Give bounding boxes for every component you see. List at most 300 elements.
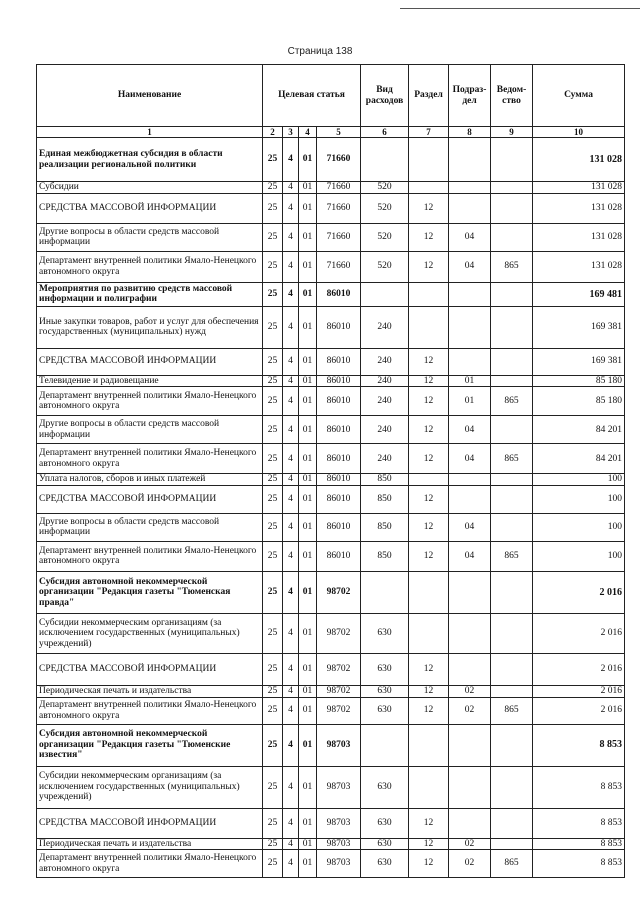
expense-kind-cell: 630 <box>361 766 409 808</box>
target-code-cell: 25 <box>263 387 283 416</box>
column-number: 6 <box>361 127 409 138</box>
sum-cell: 2 016 <box>533 697 625 724</box>
sum-cell: 2 016 <box>533 613 625 653</box>
column-number: 9 <box>491 127 533 138</box>
target-code-cell: 4 <box>283 387 299 416</box>
target-code-cell: 86010 <box>317 474 361 486</box>
target-code-cell: 01 <box>299 838 317 850</box>
target-code-cell: 01 <box>299 571 317 613</box>
sum-cell: 169 481 <box>533 282 625 306</box>
target-code-cell: 71660 <box>317 223 361 251</box>
target-code-cell: 25 <box>263 474 283 486</box>
section-cell: 12 <box>409 685 449 697</box>
target-code-cell: 4 <box>283 223 299 251</box>
target-code-cell: 01 <box>299 138 317 182</box>
expense-kind-cell: 630 <box>361 850 409 878</box>
expense-kind-cell: 520 <box>361 193 409 223</box>
target-code-cell: 25 <box>263 416 283 444</box>
department-cell <box>491 808 533 838</box>
header-section: Раздел <box>409 65 449 127</box>
target-code-cell: 01 <box>299 724 317 766</box>
subsection-cell: 02 <box>449 850 491 878</box>
row-name-cell: Периодическая печать и издательства <box>37 838 263 850</box>
department-cell <box>491 282 533 306</box>
target-code-cell: 25 <box>263 223 283 251</box>
column-number-row <box>37 127 625 138</box>
sum-cell: 2 016 <box>533 685 625 697</box>
column-number: 8 <box>449 127 491 138</box>
subsection-cell: 04 <box>449 513 491 541</box>
department-cell: 865 <box>491 850 533 878</box>
target-code-cell: 4 <box>283 513 299 541</box>
department-cell <box>491 613 533 653</box>
target-code-cell: 4 <box>283 348 299 375</box>
budget-table <box>36 64 625 878</box>
department-cell: 865 <box>491 697 533 724</box>
expense-kind-cell: 850 <box>361 474 409 486</box>
section-cell <box>409 613 449 653</box>
table-row <box>37 348 625 375</box>
department-cell: 865 <box>491 444 533 474</box>
subsection-cell: 02 <box>449 838 491 850</box>
table-row <box>37 375 625 387</box>
section-cell <box>409 282 449 306</box>
header-target-article: Целевая статья <box>263 65 361 127</box>
target-code-cell: 86010 <box>317 513 361 541</box>
target-code-cell: 4 <box>283 416 299 444</box>
target-code-cell: 25 <box>263 375 283 387</box>
target-code-cell: 01 <box>299 485 317 513</box>
row-name-cell: Департамент внутренней политики Ямало-Ненецкого автономного округа <box>37 697 263 724</box>
page-number-label: Страница 138 <box>287 46 353 57</box>
row-name-cell: Иные закупки товаров, работ и услуг для обеспечения государственных (муниципальных) нужд <box>37 306 263 348</box>
department-cell <box>491 193 533 223</box>
target-code-cell: 98703 <box>317 838 361 850</box>
target-code-cell: 01 <box>299 766 317 808</box>
subsection-cell <box>449 474 491 486</box>
target-code-cell: 01 <box>299 613 317 653</box>
target-code-cell: 4 <box>283 138 299 182</box>
target-code-cell: 86010 <box>317 282 361 306</box>
sum-cell: 131 028 <box>533 193 625 223</box>
target-code-cell: 01 <box>299 223 317 251</box>
row-name-cell: Уплата налогов, сборов и иных платежей <box>37 474 263 486</box>
row-name-cell: СРЕДСТВА МАССОВОЙ ИНФОРМАЦИИ <box>37 193 263 223</box>
subsection-cell <box>449 138 491 182</box>
section-cell <box>409 182 449 194</box>
department-cell <box>491 348 533 375</box>
target-code-cell: 86010 <box>317 416 361 444</box>
target-code-cell: 25 <box>263 613 283 653</box>
sum-cell: 85 180 <box>533 387 625 416</box>
target-code-cell: 25 <box>263 850 283 878</box>
target-code-cell: 98702 <box>317 697 361 724</box>
department-cell <box>491 685 533 697</box>
target-code-cell: 25 <box>263 485 283 513</box>
table-row <box>37 697 625 724</box>
target-code-cell: 01 <box>299 513 317 541</box>
target-code-cell: 25 <box>263 808 283 838</box>
row-name-cell: Департамент внутренней политики Ямало-Ненецкого автономного округа <box>37 850 263 878</box>
subsection-cell <box>449 724 491 766</box>
row-name-cell: Департамент внутренней политики Ямало-Ненецкого автономного округа <box>37 541 263 571</box>
target-code-cell: 01 <box>299 416 317 444</box>
column-number: 7 <box>409 127 449 138</box>
row-name-cell: Мероприятия по развитию средств массовой информации и полиграфии <box>37 282 263 306</box>
target-code-cell: 01 <box>299 375 317 387</box>
row-name-cell: Субсидия автономной некоммерческой организации "Редакция газеты "Тюменская правда" <box>37 571 263 613</box>
expense-kind-cell: 240 <box>361 306 409 348</box>
subsection-cell <box>449 808 491 838</box>
target-code-cell: 01 <box>299 850 317 878</box>
header-department: Ведом-ство <box>491 65 533 127</box>
subsection-cell <box>449 348 491 375</box>
header-expense-kind: Вид расходов <box>361 65 409 127</box>
expense-kind-cell: 850 <box>361 485 409 513</box>
section-cell: 12 <box>409 375 449 387</box>
table-row <box>37 416 625 444</box>
department-cell <box>491 223 533 251</box>
row-name-cell: Субсидии <box>37 182 263 194</box>
subsection-cell: 02 <box>449 685 491 697</box>
department-cell: 865 <box>491 251 533 282</box>
department-cell <box>491 653 533 685</box>
row-name-cell: Субсидии некоммерческим организациям (за исключением государственных (муниципальных) учреждений) <box>37 766 263 808</box>
table-row <box>37 306 625 348</box>
subsection-cell: 04 <box>449 223 491 251</box>
target-code-cell: 01 <box>299 282 317 306</box>
table-row <box>37 838 625 850</box>
target-code-cell: 25 <box>263 653 283 685</box>
header-subsection: Подраз-дел <box>449 65 491 127</box>
row-name-cell: Другие вопросы в области средств массовой информации <box>37 416 263 444</box>
section-cell: 12 <box>409 850 449 878</box>
section-cell <box>409 766 449 808</box>
target-code-cell: 4 <box>283 571 299 613</box>
target-code-cell: 98703 <box>317 766 361 808</box>
target-code-cell: 98702 <box>317 613 361 653</box>
section-cell <box>409 138 449 182</box>
target-code-cell: 98702 <box>317 653 361 685</box>
table-row <box>37 444 625 474</box>
subsection-cell: 04 <box>449 416 491 444</box>
target-code-cell: 71660 <box>317 138 361 182</box>
target-code-cell: 71660 <box>317 251 361 282</box>
section-cell: 12 <box>409 444 449 474</box>
target-code-cell: 4 <box>283 850 299 878</box>
target-code-cell: 25 <box>263 251 283 282</box>
target-code-cell: 4 <box>283 685 299 697</box>
department-cell <box>491 474 533 486</box>
row-name-cell: СРЕДСТВА МАССОВОЙ ИНФОРМАЦИИ <box>37 348 263 375</box>
table-row <box>37 541 625 571</box>
department-cell <box>491 838 533 850</box>
table-body <box>37 138 625 878</box>
section-cell: 12 <box>409 193 449 223</box>
column-number: 10 <box>533 127 625 138</box>
target-code-cell: 98703 <box>317 724 361 766</box>
subsection-cell: 04 <box>449 444 491 474</box>
target-code-cell: 25 <box>263 182 283 194</box>
section-cell: 12 <box>409 653 449 685</box>
target-code-cell: 25 <box>263 348 283 375</box>
sum-cell: 131 028 <box>533 138 625 182</box>
row-name-cell: Департамент внутренней политики Ямало-Ненецкого автономного округа <box>37 251 263 282</box>
target-code-cell: 4 <box>283 306 299 348</box>
department-cell: 865 <box>491 541 533 571</box>
department-cell <box>491 416 533 444</box>
subsection-cell <box>449 282 491 306</box>
sum-cell: 100 <box>533 485 625 513</box>
table-row <box>37 571 625 613</box>
subsection-cell: 01 <box>449 387 491 416</box>
target-code-cell: 25 <box>263 541 283 571</box>
expense-kind-cell: 520 <box>361 223 409 251</box>
section-cell: 12 <box>409 387 449 416</box>
section-cell <box>409 306 449 348</box>
table-row <box>37 808 625 838</box>
sum-cell: 8 853 <box>533 724 625 766</box>
department-cell <box>491 513 533 541</box>
expense-kind-cell: 630 <box>361 808 409 838</box>
column-number: 1 <box>37 127 263 138</box>
target-code-cell: 71660 <box>317 193 361 223</box>
target-code-cell: 4 <box>283 697 299 724</box>
subsection-cell <box>449 485 491 513</box>
target-code-cell: 01 <box>299 306 317 348</box>
section-cell: 12 <box>409 348 449 375</box>
target-code-cell: 01 <box>299 808 317 838</box>
target-code-cell: 4 <box>283 724 299 766</box>
subsection-cell <box>449 613 491 653</box>
target-code-cell: 01 <box>299 251 317 282</box>
target-code-cell: 25 <box>263 697 283 724</box>
target-code-cell: 25 <box>263 838 283 850</box>
section-cell: 12 <box>409 485 449 513</box>
row-name-cell: Субсидии некоммерческим организациям (за исключением государственных (муниципальных) учреждений) <box>37 613 263 653</box>
target-code-cell: 98703 <box>317 808 361 838</box>
row-name-cell: Департамент внутренней политики Ямало-Ненецкого автономного округа <box>37 387 263 416</box>
expense-kind-cell <box>361 138 409 182</box>
sum-cell: 100 <box>533 513 625 541</box>
table-row <box>37 193 625 223</box>
expense-kind-cell: 630 <box>361 685 409 697</box>
department-cell <box>491 766 533 808</box>
target-code-cell: 01 <box>299 387 317 416</box>
row-name-cell: Департамент внутренней политики Ямало-Ненецкого автономного округа <box>37 444 263 474</box>
target-code-cell: 01 <box>299 685 317 697</box>
target-code-cell: 4 <box>283 251 299 282</box>
sum-cell: 84 201 <box>533 444 625 474</box>
target-code-cell: 98702 <box>317 571 361 613</box>
column-number: 5 <box>317 127 361 138</box>
table-row <box>37 766 625 808</box>
subsection-cell: 01 <box>449 375 491 387</box>
target-code-cell: 4 <box>283 474 299 486</box>
row-name-cell: СРЕДСТВА МАССОВОЙ ИНФОРМАЦИИ <box>37 808 263 838</box>
expense-kind-cell: 240 <box>361 387 409 416</box>
department-cell <box>491 375 533 387</box>
section-cell <box>409 571 449 613</box>
target-code-cell: 98702 <box>317 685 361 697</box>
sum-cell: 84 201 <box>533 416 625 444</box>
target-code-cell: 01 <box>299 653 317 685</box>
target-code-cell: 86010 <box>317 348 361 375</box>
target-code-cell: 01 <box>299 348 317 375</box>
table-row <box>37 223 625 251</box>
subsection-cell: 02 <box>449 697 491 724</box>
target-code-cell: 4 <box>283 282 299 306</box>
expense-kind-cell: 240 <box>361 444 409 474</box>
target-code-cell: 25 <box>263 724 283 766</box>
target-code-cell: 4 <box>283 838 299 850</box>
sum-cell: 169 381 <box>533 348 625 375</box>
target-code-cell: 86010 <box>317 375 361 387</box>
row-name-cell: Периодическая печать и издательства <box>37 685 263 697</box>
target-code-cell: 25 <box>263 306 283 348</box>
section-cell: 12 <box>409 513 449 541</box>
subsection-cell <box>449 653 491 685</box>
department-cell <box>491 306 533 348</box>
subsection-cell: 04 <box>449 541 491 571</box>
subsection-cell <box>449 306 491 348</box>
section-cell: 12 <box>409 838 449 850</box>
sum-cell: 2 016 <box>533 571 625 613</box>
section-cell <box>409 724 449 766</box>
header-sum: Сумма <box>533 65 625 127</box>
row-name-cell: Другие вопросы в области средств массовой информации <box>37 223 263 251</box>
target-code-cell: 86010 <box>317 541 361 571</box>
sum-cell: 131 028 <box>533 251 625 282</box>
row-name-cell: Телевидение и радиовещание <box>37 375 263 387</box>
target-code-cell: 25 <box>263 571 283 613</box>
target-code-cell: 01 <box>299 444 317 474</box>
expense-kind-cell: 520 <box>361 251 409 282</box>
target-code-cell: 25 <box>263 193 283 223</box>
column-number: 2 <box>263 127 283 138</box>
expense-kind-cell: 850 <box>361 541 409 571</box>
row-name-cell: Субсидия автономной некоммерческой организации "Редакция газеты "Тюменские известия" <box>37 724 263 766</box>
header-name: Наименование <box>37 65 263 127</box>
table-row <box>37 724 625 766</box>
sum-cell: 100 <box>533 474 625 486</box>
department-cell <box>491 485 533 513</box>
target-code-cell: 98703 <box>317 850 361 878</box>
table-row <box>37 138 625 182</box>
row-name-cell: СРЕДСТВА МАССОВОЙ ИНФОРМАЦИИ <box>37 485 263 513</box>
table-row <box>37 485 625 513</box>
expense-kind-cell: 850 <box>361 513 409 541</box>
department-cell: 865 <box>491 387 533 416</box>
section-cell: 12 <box>409 808 449 838</box>
table-row <box>37 850 625 878</box>
expense-kind-cell: 240 <box>361 416 409 444</box>
department-cell <box>491 138 533 182</box>
sum-cell: 8 853 <box>533 850 625 878</box>
section-cell: 12 <box>409 541 449 571</box>
target-code-cell: 4 <box>283 541 299 571</box>
target-code-cell: 4 <box>283 613 299 653</box>
target-code-cell: 4 <box>283 193 299 223</box>
department-cell <box>491 182 533 194</box>
target-code-cell: 4 <box>283 808 299 838</box>
table-row <box>37 513 625 541</box>
subsection-cell <box>449 182 491 194</box>
sum-cell: 2 016 <box>533 653 625 685</box>
target-code-cell: 86010 <box>317 444 361 474</box>
target-code-cell: 4 <box>283 182 299 194</box>
target-code-cell: 71660 <box>317 182 361 194</box>
subsection-cell <box>449 193 491 223</box>
target-code-cell: 4 <box>283 653 299 685</box>
sum-cell: 8 853 <box>533 766 625 808</box>
expense-kind-cell: 630 <box>361 838 409 850</box>
table-header-row <box>37 65 625 127</box>
target-code-cell: 25 <box>263 282 283 306</box>
row-name-cell: Другие вопросы в области средств массовой информации <box>37 513 263 541</box>
table-row <box>37 282 625 306</box>
sum-cell: 169 381 <box>533 306 625 348</box>
target-code-cell: 4 <box>283 766 299 808</box>
target-code-cell: 86010 <box>317 387 361 416</box>
table-row <box>37 251 625 282</box>
section-cell <box>409 474 449 486</box>
target-code-cell: 25 <box>263 138 283 182</box>
sum-cell: 131 028 <box>533 223 625 251</box>
target-code-cell: 86010 <box>317 306 361 348</box>
target-code-cell: 4 <box>283 485 299 513</box>
section-cell: 12 <box>409 697 449 724</box>
expense-kind-cell: 240 <box>361 348 409 375</box>
expense-kind-cell: 630 <box>361 697 409 724</box>
table-row <box>37 613 625 653</box>
sum-cell: 131 028 <box>533 182 625 194</box>
sum-cell: 85 180 <box>533 375 625 387</box>
scan-edge-line <box>400 8 640 9</box>
table-row <box>37 387 625 416</box>
section-cell: 12 <box>409 416 449 444</box>
expense-kind-cell: 520 <box>361 182 409 194</box>
table-row <box>37 474 625 486</box>
section-cell: 12 <box>409 251 449 282</box>
row-name-cell: Единая межбюджетная субсидия в области реализации региональной политики <box>37 138 263 182</box>
target-code-cell: 01 <box>299 474 317 486</box>
expense-kind-cell: 240 <box>361 375 409 387</box>
subsection-cell: 04 <box>449 251 491 282</box>
target-code-cell: 4 <box>283 444 299 474</box>
department-cell <box>491 571 533 613</box>
sum-cell: 8 853 <box>533 838 625 850</box>
table-row <box>37 653 625 685</box>
target-code-cell: 25 <box>263 513 283 541</box>
table-row <box>37 182 625 194</box>
target-code-cell: 25 <box>263 766 283 808</box>
target-code-cell: 25 <box>263 685 283 697</box>
target-code-cell: 01 <box>299 697 317 724</box>
expense-kind-cell: 630 <box>361 653 409 685</box>
sum-cell: 8 853 <box>533 808 625 838</box>
target-code-cell: 01 <box>299 193 317 223</box>
sum-cell: 100 <box>533 541 625 571</box>
expense-kind-cell <box>361 724 409 766</box>
column-number: 4 <box>299 127 317 138</box>
row-name-cell: СРЕДСТВА МАССОВОЙ ИНФОРМАЦИИ <box>37 653 263 685</box>
subsection-cell <box>449 571 491 613</box>
target-code-cell: 4 <box>283 375 299 387</box>
expense-kind-cell: 630 <box>361 613 409 653</box>
target-code-cell: 25 <box>263 444 283 474</box>
table-row <box>37 685 625 697</box>
